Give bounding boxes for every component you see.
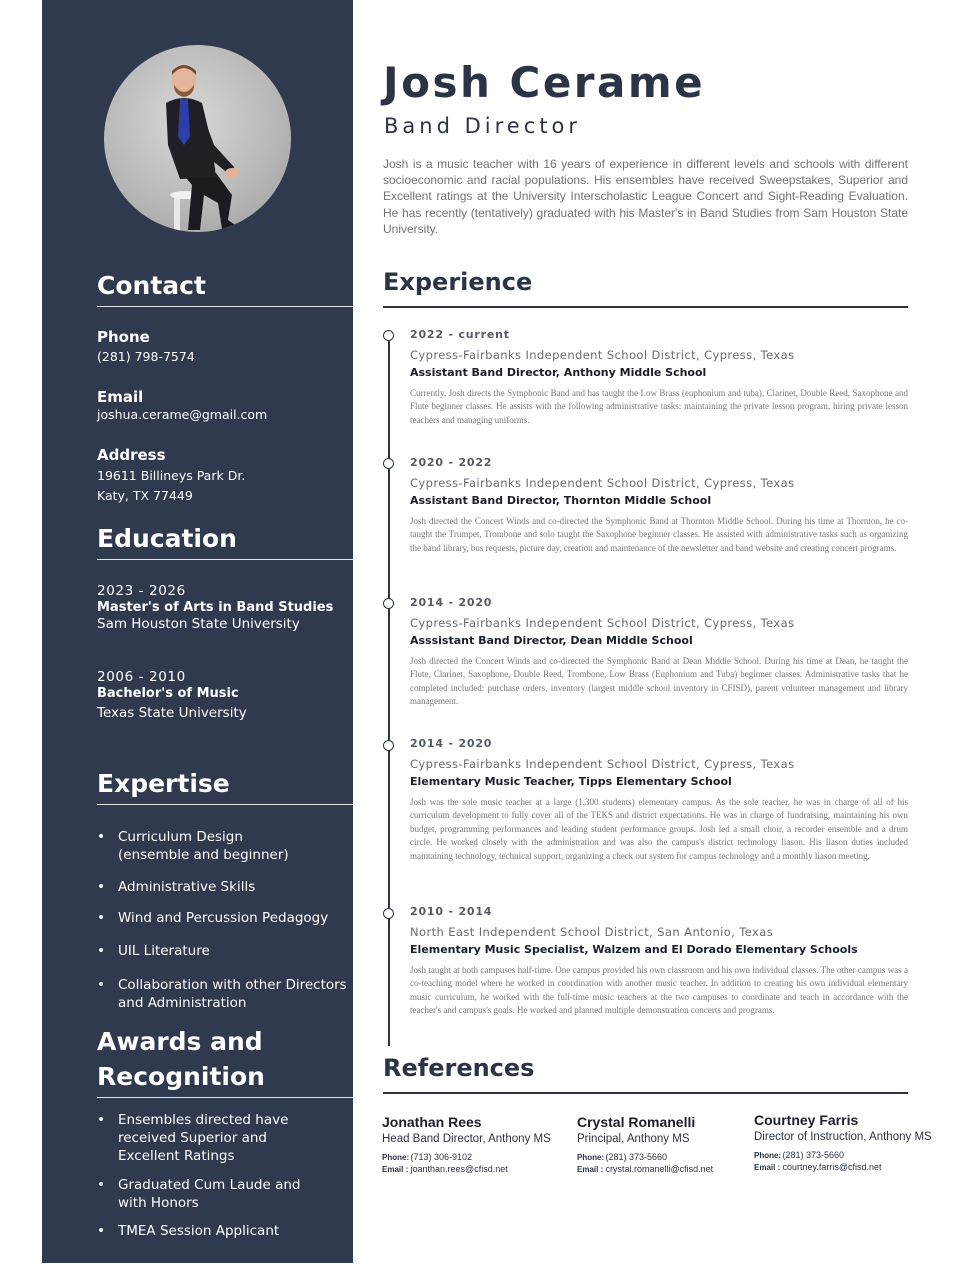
- timeline-dot: [383, 740, 394, 751]
- awards-heading-line1: Awards and: [97, 1027, 263, 1056]
- references-divider: [383, 1092, 908, 1094]
- address-line2: Katy, TX 77449: [97, 488, 193, 503]
- expertise-item: • Collaboration with other Directors and Administration: [97, 976, 347, 1012]
- reference-card: [754, 1112, 932, 1174]
- timeline-dot: [383, 458, 394, 469]
- expertise-list: [97, 942, 347, 960]
- job-description: Josh taught at both campuses half-time. One campus provided his own classroom and his own individual classes. The other campus was a co-teaching model where he worked in coordination with another music teacher. In addition to creating his own individual elementary music curriculum, he worked with the full-time music teachers at the two campuses to coordinate and teach in accordance with the teacher's and campus's goals. He worked and planned multiple demonstration concerts and programs.: [410, 965, 908, 1016]
- awards-heading-line2: Recognition: [97, 1062, 265, 1091]
- experience-item: [410, 596, 908, 709]
- reference-email-value: joanthan.rees@cfisd.net: [410, 1164, 508, 1174]
- reference-phone: [382, 1152, 551, 1164]
- job-title: Assistant Band Director, Anthony Middle School: [410, 366, 707, 379]
- job-years: 2020 - 2022: [410, 456, 493, 469]
- timeline-dot: [383, 330, 394, 341]
- reference-email: [382, 1164, 551, 1176]
- award-item: • Ensembles directed have received Superior and Excellent Ratings: [97, 1111, 307, 1165]
- reference-phone-value: (281) 373-5660: [782, 1150, 845, 1160]
- reference-email-value: courtney.farris@cfisd.net: [782, 1162, 882, 1172]
- expertise-heading: Expertise: [97, 769, 230, 798]
- reference-title: Head Band Director, Anthony MS: [382, 1133, 551, 1145]
- contact-heading: Contact: [97, 271, 206, 300]
- job-organization: Cypress-Fairbanks Independent School District, Cypress, Texas: [410, 757, 795, 771]
- address-line1: 19611 Billineys Park Dr.: [97, 468, 246, 483]
- job-description: Josh directed the Concert Winds and co-directed the Symphonic Band at Thornton Middle School. During his time at Thornton, he co-taught the Trumpet, Trombone and solo taught the Saxophone beginner classes. He assisted with administrative tasks such as organizing the band library, bus requests, picture day, creation and maintenance of the newsletter and band website and creating concert programs.: [410, 516, 908, 553]
- reference-name: Jonathan Rees: [382, 1114, 482, 1130]
- profile-photo: [104, 45, 291, 232]
- job-title: Elementary Music Specialist, Walzem and El Dorado Elementary Schools: [410, 943, 858, 956]
- expertise-list: [97, 976, 347, 1012]
- education-divider: [97, 559, 353, 560]
- reference-email-value: crystal.romanelli@cfisd.net: [605, 1164, 714, 1174]
- timeline-dot: [383, 908, 394, 919]
- email-label: Email: [97, 388, 144, 406]
- experience-item: [410, 328, 908, 427]
- reference-phone-value: (281) 373-5660: [605, 1152, 668, 1162]
- education-heading: Education: [97, 524, 237, 553]
- expertise-divider: [97, 804, 353, 805]
- reference-email: [577, 1164, 713, 1176]
- phone-label: Phone:: [382, 1153, 410, 1162]
- experience-item: [410, 905, 908, 1018]
- job-description: Josh was the sole music teacher at a large (1,300 students) elementary campus. As the sole teacher, he was in charge of all of his curriculum development to fully cover all of the TEKS and district expectations. He was in charge of fundraising, maintaining his own budget, programming performances and leading student performance groups. Josh led a small choir, a recorder ensemble and a drum circle. He worked closely with the administration and was also the campus's district technology liason. His liason duties included maintaining technology, technical support, organizing a check out system for campus technology and a monthly liason meeting.: [410, 797, 908, 861]
- job-organization: Cypress-Fairbanks Independent School District, Cypress, Texas: [410, 476, 795, 490]
- job-description: Currently, Josh directs the Symphonic Band and has taught the Low Brass (euphonium and tuba), Clarinet, Double Reed, Saxophone and Flute beginner classes. He assists with the following administrative tasks: maintaining the private lesson program, hiring private lesson teachers and managing uniforms.: [410, 388, 908, 425]
- awards-list: [97, 1111, 307, 1165]
- job-years: 2022 - current: [410, 328, 510, 341]
- experience-divider: [383, 306, 908, 308]
- awards-heading: [97, 1024, 265, 1094]
- awards-list: [97, 1176, 317, 1212]
- email-label: Email :: [382, 1165, 409, 1174]
- expertise-item: • Administrative Skills: [97, 878, 347, 896]
- email-label: Email :: [754, 1163, 781, 1172]
- references-heading: References: [383, 1054, 535, 1082]
- job-title: Asssistant Band Director, Dean Middle School: [410, 634, 693, 647]
- email-label: Email :: [577, 1165, 604, 1174]
- job-title: Elementary Music Teacher, Tipps Elementary School: [410, 775, 732, 788]
- job-years: 2014 - 2020: [410, 737, 493, 750]
- expertise-item: • UIL Literature: [97, 942, 347, 960]
- phone-value: (281) 798-7574: [97, 349, 195, 364]
- job-description: Josh directed the Concert Winds and co-directed the Symphonic Band at Dean Middle School. During his time at Dean, he taught the Flute, Clarinet, Saxophone, Double Reed, Trombone, Low Brass (Euphonium and Tuba) beginner classes. Administrative tasks that he completed included: purchase orders, inventory (largest middle school inventory in CFISD), parent volunteer management and library management.: [410, 656, 908, 707]
- profile-role: Band Director: [384, 114, 581, 138]
- education-degree: Master's of Arts in Band Studies: [97, 600, 334, 615]
- experience-timeline: [388, 336, 390, 1046]
- reference-title: Principal, Anthony MS: [577, 1133, 690, 1145]
- address-label: Address: [97, 446, 166, 464]
- profile-name: Josh Cerame: [383, 58, 706, 107]
- education-degree: Bachelor's of Music: [97, 686, 239, 701]
- reference-phone: [754, 1150, 932, 1162]
- reference-name: Courtney Farris: [754, 1112, 859, 1128]
- reference-name: Crystal Romanelli: [577, 1114, 696, 1130]
- experience-item: [410, 737, 908, 863]
- reference-phone-value: (713) 306-9102: [410, 1152, 473, 1162]
- reference-phone: [577, 1152, 713, 1164]
- reference-card: [382, 1114, 551, 1176]
- reference-email: [754, 1162, 932, 1174]
- education-years: 2006 - 2010: [97, 669, 186, 685]
- expertise-list: [97, 878, 347, 896]
- reference-card: [577, 1114, 713, 1176]
- experience-heading: Experience: [383, 268, 533, 296]
- phone-label: Phone: [97, 328, 150, 346]
- expertise-list: [97, 909, 347, 927]
- job-organization: Cypress-Fairbanks Independent School District, Cypress, Texas: [410, 616, 795, 630]
- education-school: Texas State University: [97, 705, 247, 721]
- job-organization: North East Independent School District, San Antonio, Texas: [410, 925, 774, 939]
- email-value: joshua.cerame@gmail.com: [97, 407, 268, 422]
- award-item: • Graduated Cum Laude and with Honors: [97, 1176, 317, 1212]
- job-title: Assistant Band Director, Thornton Middle School: [410, 494, 712, 507]
- job-organization: Cypress-Fairbanks Independent School District, Cypress, Texas: [410, 348, 795, 362]
- job-years: 2014 - 2020: [410, 596, 493, 609]
- job-years: 2010 - 2014: [410, 905, 493, 918]
- expertise-item: • Wind and Percussion Pedagogy: [97, 909, 347, 927]
- timeline-dot: [383, 598, 394, 609]
- education-school: Sam Houston State University: [97, 616, 300, 632]
- sidebar: [42, 0, 353, 1263]
- expertise-item: • Curriculum Design (ensemble and beginner): [97, 828, 297, 864]
- person-portrait-icon: [104, 45, 291, 232]
- awards-list: [97, 1222, 347, 1240]
- profile-summary: Josh is a music teacher with 16 years of experience in different levels and schools with different socioeconomic and racial populations. His ensembles have received Sweepstakes, Superior and Excellent ratings at the University Interscholastic League Concert and Sight-Reading Evaluation. He has recently (tentatively) graduated with his Master's in Band Studies from Sam Houston State University.: [383, 157, 908, 236]
- expertise-list: [97, 828, 347, 864]
- reference-title: Director of Instruction, Anthony MS: [754, 1131, 932, 1143]
- experience-item: [410, 456, 908, 555]
- awards-divider: [97, 1097, 353, 1098]
- award-item: • TMEA Session Applicant: [97, 1222, 347, 1240]
- education-years: 2023 - 2026: [97, 583, 186, 599]
- phone-label: Phone:: [577, 1153, 605, 1162]
- contact-divider: [97, 306, 353, 307]
- phone-label: Phone:: [754, 1151, 782, 1160]
